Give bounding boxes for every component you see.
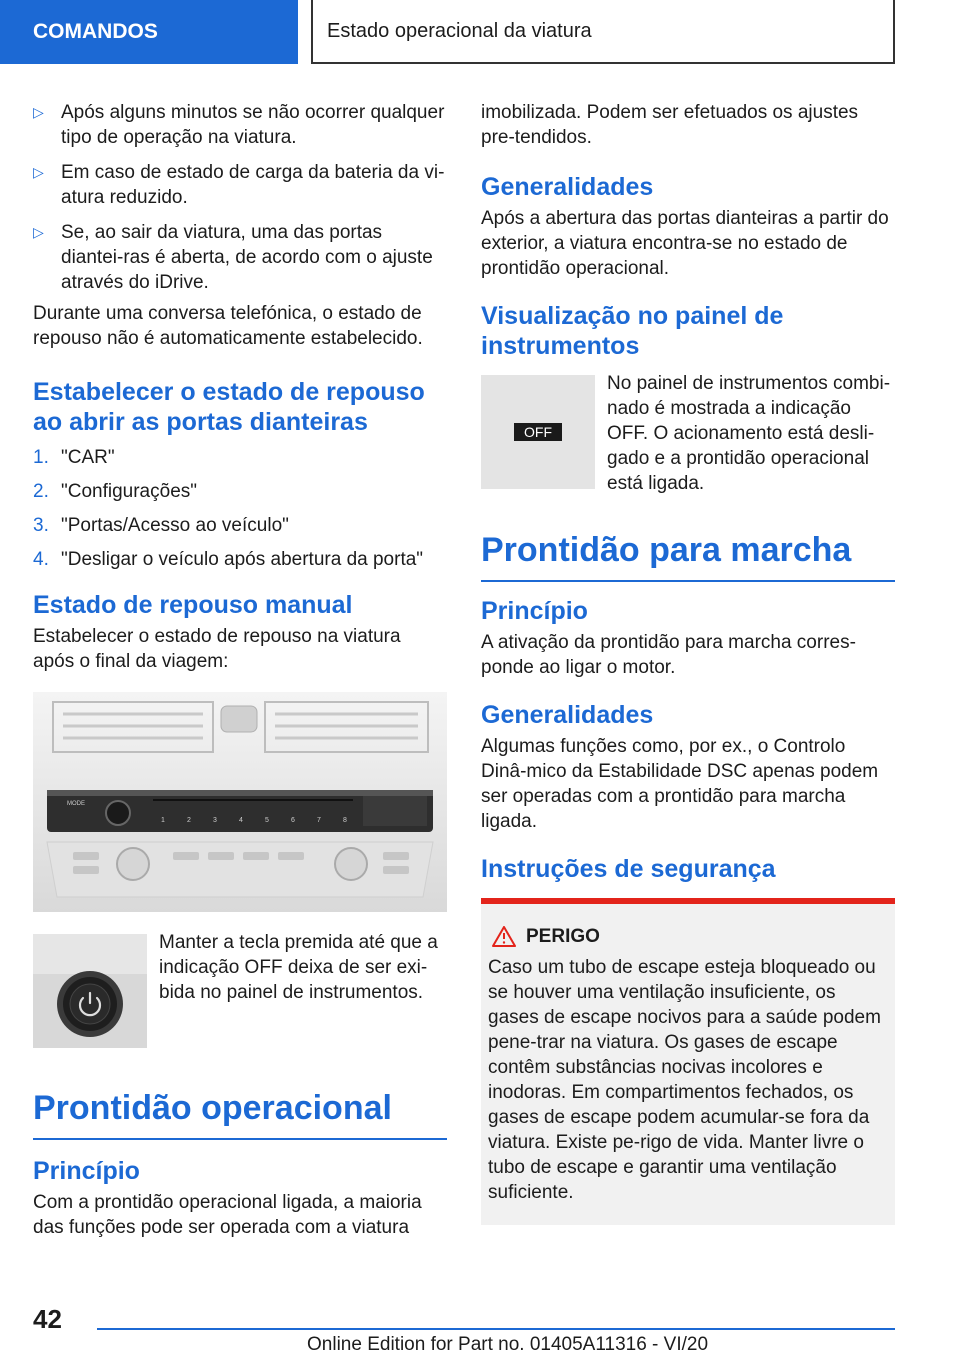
heading-operational-readiness: Prontidão operacional — [33, 1088, 447, 1140]
svg-text:7: 7 — [317, 817, 321, 824]
danger-text: Caso um tubo de escape esteja bloqueado ou se houver uma ventilação insuficiente, os gases de escape nocivos para a saúde podem pene-trar na viatura. Os gases de escape contêm substâncias nocivas incolores e inodoras. Em compartimentos fechados, os gases de escape podem acumular-se fora da viatura. Existe pe-rigo de vida. Manter livre o tubo de escape e garantir uma ventilação suficiente. — [488, 957, 881, 1203]
header-section-tab — [0, 0, 298, 64]
knob-caption: Manter a tecla premida até que a indicação OFF deixa de ser exi-bida no painel de instrumentos. — [159, 932, 438, 1003]
heading-general: Generalidades — [481, 173, 654, 201]
general-paragraph: Após a abertura das portas dianteiras a partir do exterior, a viatura encontra-se no estado de prontidão operacional. — [481, 208, 889, 279]
power-button-icon — [33, 934, 147, 1048]
heading-principle: Princípio — [33, 1157, 140, 1185]
header-chapter-tab — [311, 0, 895, 64]
list-item: ▷ Se, ao sair da viatura, uma das portas diantei-ras é aberta, de acordo com o ajuste através do iDrive. — [33, 222, 433, 293]
svg-text:2: 2 — [187, 817, 191, 824]
principle-paragraph: Com a prontidão operacional ligada, a maioria das funções pode ser operada com a viatura — [33, 1192, 422, 1238]
list-item: 4. "Desligar o veículo após abertura da porta" — [33, 549, 424, 570]
list-item: ▷ Em caso de estado de carga da bateria da vi-atura reduzido. — [33, 162, 445, 208]
heading-doors: Estabelecer o estado de repouso ao abrir as portas dianteiras — [33, 378, 425, 436]
console-photo — [33, 692, 447, 912]
display-caption: No painel de instrumentos combi-nado é mostrada a indicação OFF. O acionamento está desli-gado e a prontidão operacional está ligada. — [607, 373, 891, 494]
heading-principle-2: Princípio — [481, 597, 588, 625]
heading-safety: Instruções de segurança — [481, 855, 776, 883]
list-item: 3. "Portas/Acesso ao veículo" — [33, 515, 289, 536]
left-column — [33, 100, 447, 1240]
heading-drive-readiness: Prontidão para marcha — [481, 530, 895, 582]
mode-button-label: MODE — [67, 801, 85, 807]
off-indicator: OFF — [514, 423, 562, 441]
knob-row — [33, 934, 447, 1048]
list-item: 2. "Configurações" — [33, 481, 198, 502]
svg-text:4: 4 — [239, 817, 243, 824]
heading-instrument-display: Visualização no painel de instrumentos — [481, 302, 784, 360]
list-item: ▷ Após alguns minutos se não ocorrer qualquer tipo de operação na viatura. — [33, 102, 445, 148]
header-chapter-label: Estado operacional da viatura — [327, 19, 592, 42]
display-row — [481, 375, 895, 496]
right-column — [481, 100, 895, 1225]
condition-list — [33, 100, 447, 295]
power-knob-photo — [33, 934, 147, 1048]
svg-text:5: 5 — [265, 817, 269, 824]
instrument-display-image — [481, 375, 595, 489]
steps-list — [33, 445, 447, 572]
principle-2-paragraph: A ativação da prontidão para marcha corres-ponde ao ligar o motor. — [481, 632, 856, 678]
svg-text:8: 8 — [343, 817, 347, 824]
svg-text:3: 3 — [213, 817, 217, 824]
danger-title: PERIGO — [488, 924, 887, 949]
footer-divider — [97, 1328, 895, 1330]
svg-text:1: 1 — [161, 817, 165, 824]
triangle-bullet-icon: ▷ — [33, 224, 44, 240]
heading-manual: Estado de repouso manual — [33, 591, 353, 619]
triangle-bullet-icon: ▷ — [33, 104, 44, 120]
continued-paragraph: imobilizada. Podem ser efetuados os ajustes pre-tendidos. — [481, 102, 859, 148]
warning-triangle-icon — [492, 926, 516, 947]
page-number: 42 — [33, 1304, 62, 1334]
heading-general-2: Generalidades — [481, 701, 654, 729]
list-item: 1. "CAR" — [33, 447, 115, 468]
triangle-bullet-icon: ▷ — [33, 164, 44, 180]
svg-text:6: 6 — [291, 817, 295, 824]
header-section-label: COMANDOS — [33, 20, 158, 43]
edition-note: Online Edition for Part no. 01405A11316 - VI/20 — [307, 1334, 709, 1355]
console-illustration — [33, 692, 447, 912]
phone-call-note: Durante uma conversa telefónica, o estado de repouso não é automaticamente estabelecido. — [33, 303, 423, 349]
general-2-paragraph: Algumas funções como, por ex., o Controlo Dinâ-mico da Estabilidade DSC apenas podem ser operadas com a prontidão para marcha ligada. — [481, 736, 879, 832]
manual-paragraph: Estabelecer o estado de repouso na viatura após o final da viagem: — [33, 626, 401, 672]
danger-box — [481, 898, 895, 1225]
